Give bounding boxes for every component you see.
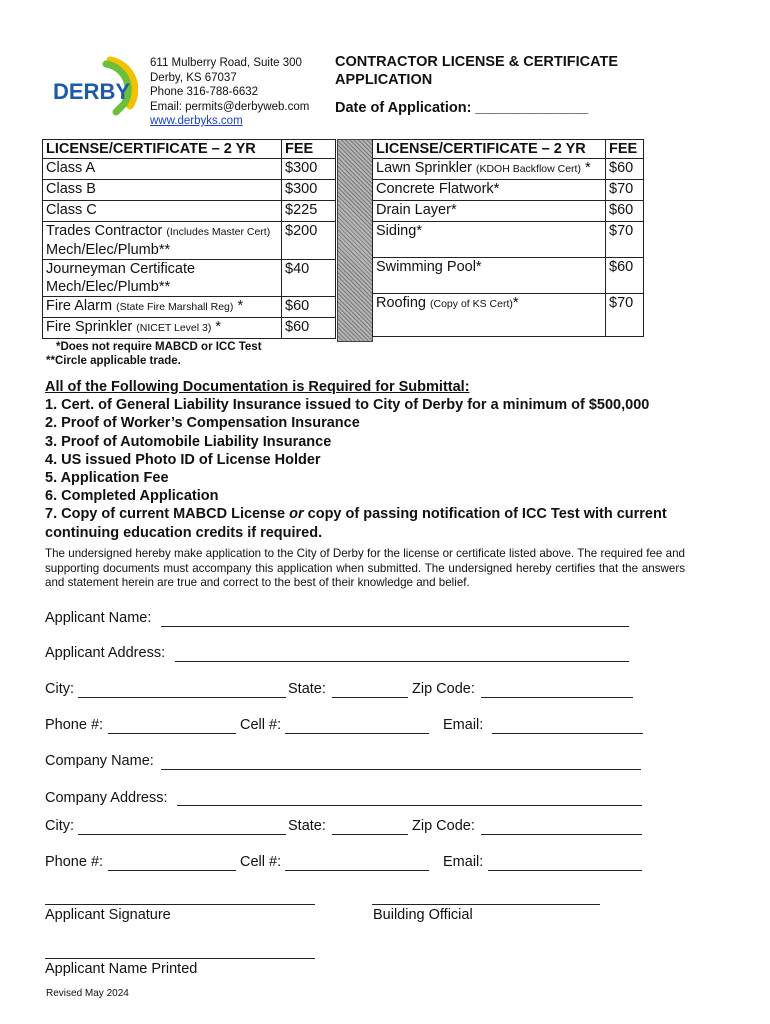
requirement-item-7: 7. Copy of current MABCD License or copy of passing notification of ICC Test with current continuing education credits if required. [45, 506, 667, 541]
company-state-label: State: [288, 818, 326, 834]
company-state-field[interactable] [332, 834, 408, 835]
cell-label: Cell #: [240, 717, 282, 733]
fee-cell: $300 [282, 180, 336, 201]
company-address-field[interactable] [177, 805, 642, 806]
company-name-label: Company Name: [45, 753, 154, 769]
requirements-section [45, 378, 725, 542]
company-city-field[interactable] [78, 834, 286, 835]
email-line: Email: permits@derbyweb.com [150, 100, 310, 113]
license-row-trades-contractor: Trades Contractor (Includes Master Cert) Mech/Elec/Plumb** [43, 222, 282, 260]
building-official-signature-line[interactable] [372, 904, 600, 905]
phone-line: Phone 316-788-6632 [150, 86, 259, 98]
license-row-siding: Siding* [373, 222, 606, 258]
fee-cell: $60 [282, 297, 336, 318]
phone-label: Phone #: [45, 717, 104, 733]
requirement-item: 5. Application Fee [45, 470, 169, 487]
applicant-signature-label: Applicant Signature [45, 907, 171, 923]
fee-cell: $200 [282, 222, 336, 260]
applicant-address-label: Applicant Address: [45, 645, 166, 661]
requirement-item: 1. Cert. of General Liability Insurance issued to City of Derby for a minimum of $500,000 [45, 397, 650, 414]
license-row-class-b: Class B [43, 180, 282, 201]
company-address-label: Company Address: [45, 790, 168, 806]
zip-code-label: Zip Code: [412, 681, 475, 697]
column-header-license: LICENSE/CERTIFICATE – 2 YR [43, 140, 282, 159]
form-title: CONTRACTOR LICENSE & CERTIFICATE APPLICATION [335, 54, 619, 88]
company-email-label: Email: [443, 854, 484, 870]
zip-code-field[interactable] [481, 697, 633, 698]
fee-cell: $60 [282, 318, 336, 339]
company-phone-field[interactable] [108, 870, 236, 871]
requirement-item: 6. Completed Application [45, 488, 219, 505]
requirement-item: 3. Proof of Automobile Liability Insurance [45, 433, 332, 450]
email-label: Email: [443, 717, 484, 733]
city-label: City: [45, 681, 74, 697]
note-circle-trade: **Circle applicable trade. [46, 355, 181, 367]
company-email-field[interactable] [488, 870, 642, 871]
license-row-fire-alarm: Fire Alarm (State Fire Marshall Reg) * [43, 297, 282, 318]
fee-cell: $70 [606, 294, 644, 337]
address-line: 611 Mulberry Road, Suite 300 [150, 57, 302, 69]
note-no-test: *Does not require MABCD or ICC Test [56, 341, 262, 353]
phone-field[interactable] [108, 733, 236, 734]
svg-text:DERBY: DERBY [53, 79, 131, 104]
company-name-field[interactable] [161, 769, 641, 770]
cell-field[interactable] [285, 733, 429, 734]
column-header-fee: FEE [606, 140, 644, 159]
requirement-item: 4. US issued Photo ID of License Holder [45, 451, 321, 468]
company-cell-field[interactable] [285, 870, 429, 871]
license-row-swimming-pool: Swimming Pool* [373, 258, 606, 294]
license-row-fire-sprinkler: Fire Sprinkler (NICET Level 3) * [43, 318, 282, 339]
license-row-concrete-flatwork: Concrete Flatwork* [373, 180, 606, 201]
license-row-lawn-sprinkler: Lawn Sprinkler (KDOH Backflow Cert) * [373, 159, 606, 180]
applicant-name-printed-line[interactable] [45, 958, 315, 959]
certification-statement: The undersigned hereby make application to the City of Derby for the license or certificate listed above. The required fee and supporting documents must accompany this application when submitted. The undersigned hereby certifies that the answers and statement herein are true and correct to the best of their knowledge and belief. [45, 547, 685, 590]
fee-cell: $225 [282, 201, 336, 222]
company-zip-field[interactable] [481, 834, 642, 835]
license-row-class-a: Class A [43, 159, 282, 180]
derby-logo [52, 56, 138, 118]
website-link[interactable]: www.derbyks.com [150, 115, 243, 127]
address-line: Derby, KS 67037 [150, 71, 237, 84]
company-zip-label: Zip Code: [412, 818, 475, 834]
applicant-name-label: Applicant Name: [45, 610, 152, 626]
address-block [150, 56, 309, 129]
applicant-name-field[interactable] [161, 626, 629, 627]
email-field[interactable] [492, 733, 643, 734]
applicant-signature-line[interactable] [45, 904, 315, 905]
fee-cell: $60 [606, 258, 644, 294]
column-header-fee: FEE [282, 140, 336, 159]
state-field[interactable] [332, 697, 408, 698]
requirement-item: 2. Proof of Worker’s Compensation Insurance [45, 415, 360, 432]
license-row-journeyman: Journeyman Certificate Mech/Elec/Plumb** [43, 260, 282, 297]
table-notes [46, 340, 262, 368]
license-row-class-c: Class C [43, 201, 282, 222]
company-phone-label: Phone #: [45, 854, 104, 870]
city-field[interactable] [78, 697, 286, 698]
state-label: State: [288, 681, 326, 697]
fee-cell: $40 [282, 260, 336, 297]
revision-date: Revised May 2024 [46, 988, 129, 999]
license-fee-table-right [372, 139, 644, 337]
license-row-roofing: Roofing (Copy of KS Cert)* [373, 294, 606, 337]
fee-cell: $60 [606, 201, 644, 222]
company-city-label: City: [45, 818, 74, 834]
fee-cell: $60 [606, 159, 644, 180]
fee-cell: $300 [282, 159, 336, 180]
applicant-address-field[interactable] [175, 661, 629, 662]
column-header-license: LICENSE/CERTIFICATE – 2 YR [373, 140, 606, 159]
company-cell-label: Cell #: [240, 854, 282, 870]
applicant-name-printed-label: Applicant Name Printed [45, 961, 198, 977]
fee-cell: $70 [606, 222, 644, 258]
building-official-label: Building Official [373, 907, 473, 923]
license-row-drain-layer: Drain Layer* [373, 201, 606, 222]
table-divider-hatch [337, 139, 373, 342]
requirements-heading: All of the Following Documentation is Required for Submittal: [45, 379, 470, 395]
license-fee-table-left [42, 139, 336, 339]
fee-cell: $70 [606, 180, 644, 201]
date-of-application-field[interactable]: Date of Application: ______________ [335, 100, 589, 116]
